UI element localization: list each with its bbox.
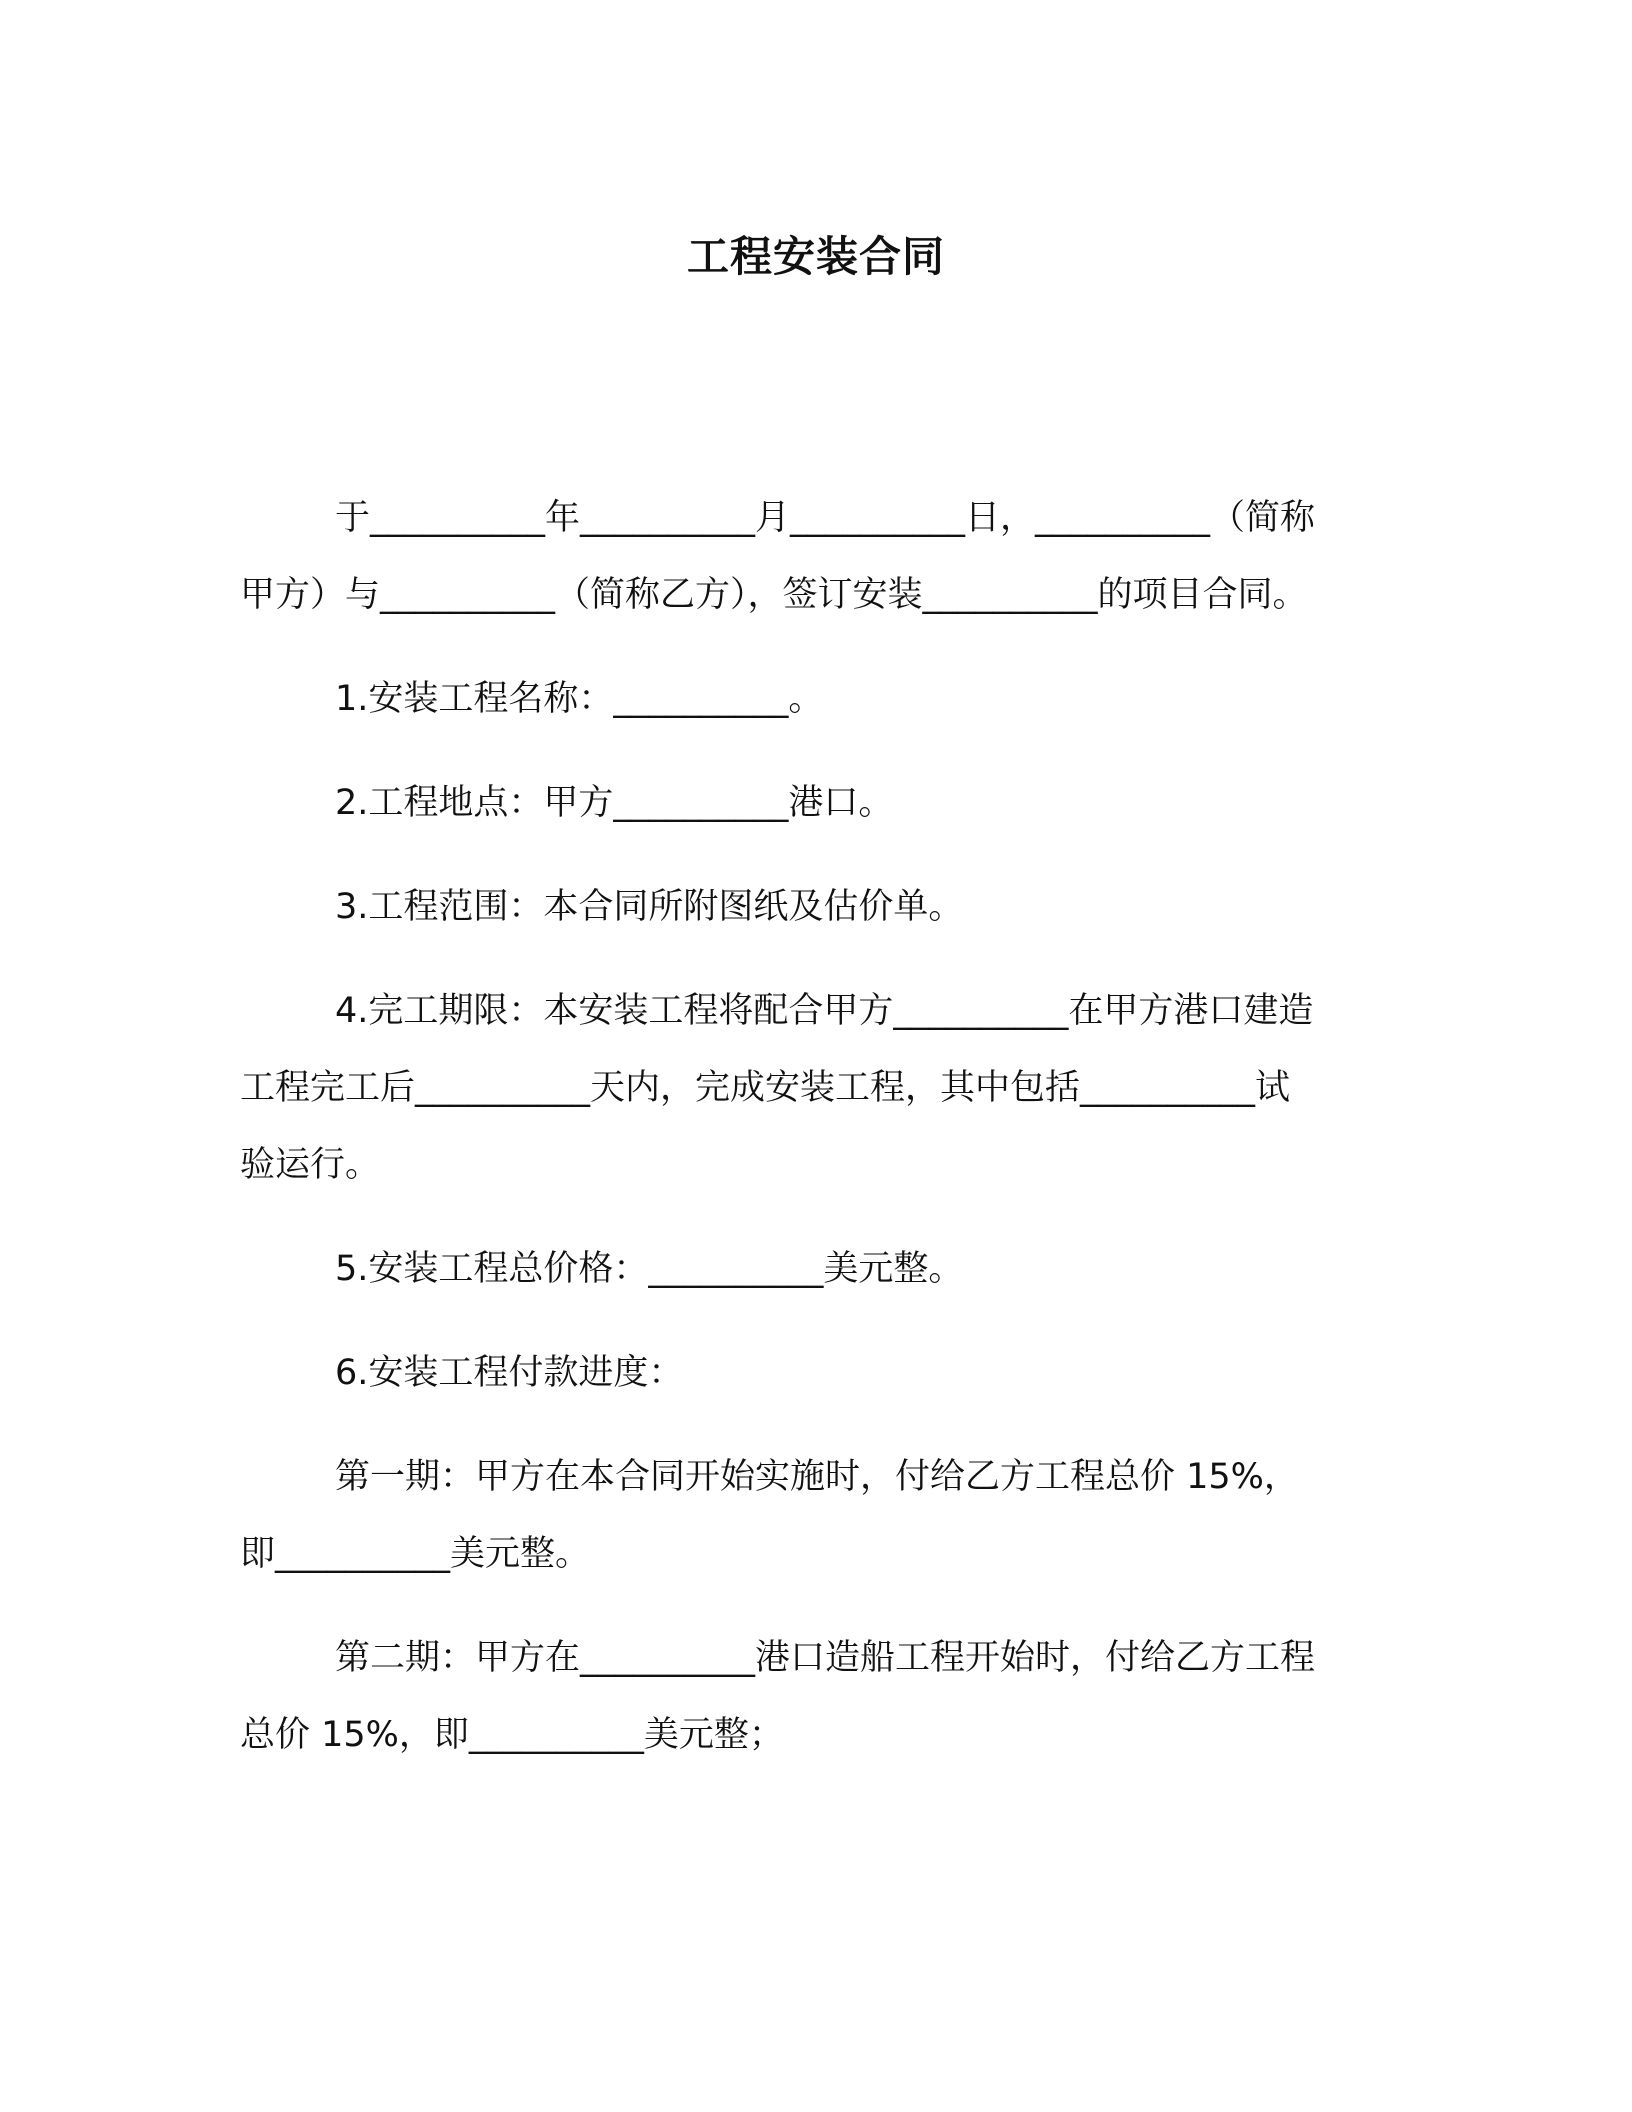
paragraph-item-4 xyxy=(240,973,1390,1204)
text-line: 甲方）与__________（简称乙方），签订安装__________的项目合同。 xyxy=(240,575,1308,615)
text-line: 第一期：甲方在本合同开始实施时，付给乙方工程总价 15%， xyxy=(335,1457,1299,1497)
text-line: 总价 15%，即__________美元整； xyxy=(240,1715,784,1755)
text-line: 验运行。 xyxy=(240,1145,381,1185)
paragraph-phase-1 xyxy=(240,1439,1390,1593)
text-line: 4.完工期限：本安装工程将配合甲方__________在甲方港口建造 xyxy=(335,991,1314,1031)
text-line: 工程完工后__________天内，完成安装工程，其中包括__________试 xyxy=(240,1068,1291,1108)
text-line: 5.安装工程总价格：__________美元整。 xyxy=(335,1249,964,1289)
text-line: 2.工程地点：甲方__________港口。 xyxy=(335,783,894,823)
text-line: 1.安装工程名称：__________。 xyxy=(335,679,824,719)
paragraph-item-1 xyxy=(240,661,1390,738)
paragraph-intro xyxy=(240,480,1390,634)
text-line: 6.安装工程付款进度： xyxy=(335,1353,684,1393)
page-title: 工程安装合同 xyxy=(686,232,945,281)
paragraph-item-3 xyxy=(240,869,1390,946)
paragraph-phase-2 xyxy=(240,1620,1390,1774)
paragraph-item-6 xyxy=(240,1335,1390,1412)
paragraph-item-2 xyxy=(240,765,1390,842)
text-line: 3.工程范围：本合同所附图纸及估价单。 xyxy=(335,887,964,927)
text-line: 第二期：甲方在__________港口造船工程开始时，付给乙方工程 xyxy=(335,1638,1316,1678)
text-line: 即__________美元整。 xyxy=(240,1534,591,1574)
paragraph-item-5 xyxy=(240,1231,1390,1308)
text-line: 于__________年__________月__________日，__________（简称 xyxy=(335,498,1316,538)
contract-body xyxy=(240,480,1390,1801)
